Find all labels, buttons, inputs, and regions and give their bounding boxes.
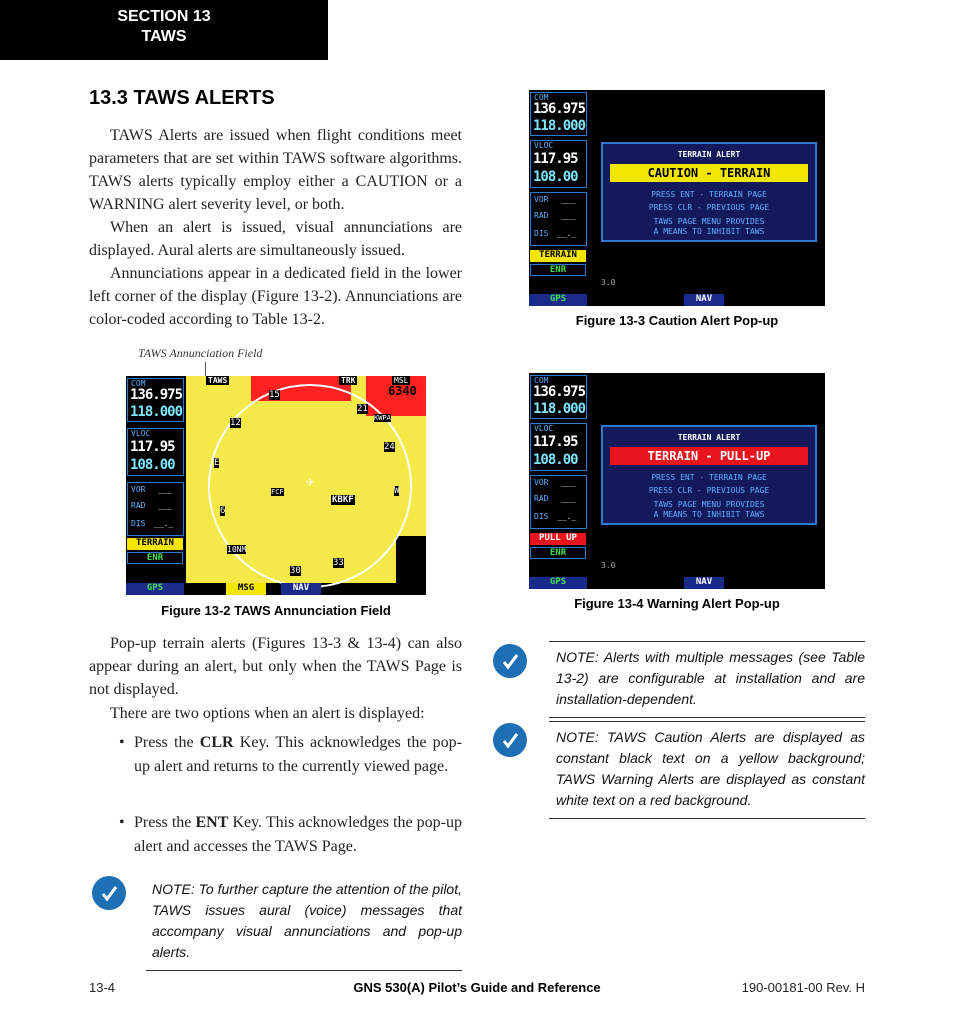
altitude-readout: 6340 (388, 384, 417, 398)
nav-softkey: NAV (684, 577, 724, 589)
vor-box (127, 482, 184, 536)
aircraft-icon: ✈ (306, 474, 315, 490)
gps-mode: GPS (529, 577, 587, 589)
dis-value: __._ (154, 519, 174, 528)
com-standby: 118.000 (533, 401, 586, 417)
com-active: 136.975 (533, 384, 586, 400)
airport-label: KBKF (332, 495, 354, 505)
vloc-box (530, 140, 587, 188)
note-text: NOTE: To further capture the attention of the pilot, TAWS issues aural (voice) messages that accompany visual annunciations and pop-up alerts. (152, 881, 462, 960)
bullet-text: Press the (134, 734, 200, 751)
popup-instruction: PRESS ENT - TERRAIN PAGE (651, 473, 767, 482)
enr-annunciation: ENR (127, 552, 183, 564)
rad-value: ___ (561, 494, 576, 503)
callout-label: TAWS Annunciation Field (138, 346, 263, 360)
paragraph: Annunciations appear in a dedicated field in the lower left corner of the display (Figure 13-2). Annunciations are color-coded according to Table 13-2. (89, 265, 462, 328)
caution-alert-banner: CAUTION - TERRAIN (610, 164, 808, 182)
footer-title: GNS 530(A) Pilot’s Guide and Reference (353, 980, 601, 995)
map-scale: 10NM (227, 545, 247, 554)
radio-panel (529, 90, 587, 306)
heading-tick: W (394, 486, 400, 496)
gps-mode: GPS (529, 294, 587, 306)
note-icon (493, 644, 527, 678)
intro-text (89, 124, 462, 331)
note-icon (92, 876, 126, 910)
heading-tick: 6 (220, 506, 226, 516)
range-readout: 3.0 (601, 561, 616, 570)
com-box (530, 375, 587, 419)
com-box (530, 92, 587, 136)
fig3-display (529, 90, 825, 306)
figure-caption: Figure 13-4 Warning Alert Pop-up (574, 596, 780, 611)
warning-alert-banner: TERRAIN - PULL-UP (610, 447, 808, 465)
clr-key: CLR (199, 734, 234, 751)
terrain-alert-popup (601, 425, 817, 525)
msg-annunciation: MSG (226, 583, 266, 595)
terrain-alert-popup (601, 142, 817, 242)
bullet-text: Key. This acknowledges the pop-up alert and returns to the currently viewed page. (134, 734, 463, 775)
popup-instruction: TAWS PAGE MENU PROVIDES (653, 500, 765, 509)
note-divider (549, 717, 865, 718)
com-standby: 118.000 (533, 118, 586, 134)
vloc-active: 117.95 (533, 151, 578, 167)
section-label: SECTION 13 (117, 8, 211, 25)
popup-instruction: PRESS CLR - PREVIOUS PAGE (648, 203, 770, 212)
section-heading: 13.3 TAWS ALERTS (89, 87, 275, 109)
vloc-box (127, 428, 184, 476)
fig4-display (529, 373, 825, 589)
dis-label: DIS (534, 229, 549, 238)
note-divider (549, 721, 865, 722)
note-divider (549, 818, 865, 819)
dis-value: __._ (557, 229, 577, 238)
note-text: NOTE: Alerts with multiple messages (see Table 13-2) are configurable at installation and are installation-dependent. (556, 649, 865, 707)
pull-up-annunciation: PULL UP (530, 533, 586, 545)
vloc-active: 117.95 (130, 439, 175, 455)
heading-tick: 24 (384, 442, 395, 452)
terrain-black-area (396, 536, 426, 583)
vor-label: VOR (534, 195, 549, 204)
heading-tick: 21 (357, 404, 368, 414)
dis-label: DIS (131, 519, 146, 528)
vloc-active: 117.95 (533, 434, 578, 450)
com-label: COM (131, 379, 146, 388)
popup-title: TERRAIN ALERT (677, 433, 741, 442)
heading-tick: 15 (269, 390, 280, 400)
popup-instruction: TAWS PAGE MENU PROVIDES (653, 217, 765, 226)
vor-value: ___ (158, 485, 173, 494)
vor-value: ___ (561, 195, 576, 204)
radio-panel (529, 373, 587, 589)
heading-tick: 30 (290, 566, 301, 576)
enr-annunciation: ENR (530, 547, 586, 559)
bullet-item (119, 731, 462, 779)
popup-paragraph (89, 632, 462, 725)
note-text: NOTE: TAWS Caution Alerts are displayed as constant black text on a yellow background; TAWS Warning Alerts are displayed as constant white text on a red background. (556, 729, 865, 808)
vor-label: VOR (131, 485, 146, 494)
nav-softkey: NAV (281, 583, 321, 595)
com-box (127, 378, 184, 422)
popup-instruction: A MEANS TO INHIBIT TAWS (653, 227, 765, 236)
heading-tick: 12 (230, 418, 241, 428)
waypoint-label: FCF (271, 488, 284, 496)
document-number: 190-00181-00 Rev. H (741, 980, 865, 995)
rad-label: RAD (534, 211, 549, 220)
heading-tick: E (214, 458, 220, 468)
popup-title: TERRAIN ALERT (677, 150, 741, 159)
note-divider (146, 970, 462, 971)
rad-label: RAD (131, 501, 146, 510)
terrain-annunciation: TERRAIN (127, 538, 183, 550)
vloc-label: VLOC (131, 429, 151, 438)
msl-label: MSL (394, 376, 409, 385)
vloc-standby: 108.00 (533, 452, 578, 468)
note-divider (549, 641, 865, 642)
fig2-display (126, 376, 426, 595)
range-readout: 3.0 (601, 278, 616, 287)
bullet-item (119, 811, 462, 859)
figure-caption: Figure 13-2 TAWS Annunciation Field (161, 603, 391, 618)
dis-value: __._ (557, 512, 577, 521)
dis-label: DIS (534, 512, 549, 521)
popup-instruction: A MEANS TO INHIBIT TAWS (653, 510, 765, 519)
com-active: 136.975 (130, 387, 183, 403)
rad-value: ___ (158, 501, 173, 510)
vloc-box (530, 423, 587, 471)
enr-annunciation: ENR (530, 264, 586, 276)
vor-box (530, 192, 587, 246)
airport-label: KWPA (374, 414, 391, 422)
terrain-annunciation: TERRAIN (530, 250, 586, 262)
page-number: 13-4 (89, 980, 116, 995)
com-label: COM (534, 376, 549, 385)
bullet-text: Press the (134, 814, 196, 831)
gps-mode: GPS (126, 583, 184, 595)
ent-key: ENT (195, 814, 229, 831)
bullet-dot: • (119, 734, 125, 751)
paragraph: There are two options when an alert is displayed: (110, 705, 425, 722)
section-topic: TAWS (141, 28, 187, 45)
figure-caption: Figure 13-3 Caution Alert Pop-up (575, 313, 779, 328)
section-tab (0, 0, 328, 60)
vor-value: ___ (561, 478, 576, 487)
vor-box (530, 475, 587, 529)
rad-label: RAD (534, 494, 549, 503)
com-standby: 118.000 (130, 404, 183, 420)
vloc-label: VLOC (534, 424, 554, 433)
com-active: 136.975 (533, 101, 586, 117)
vor-label: VOR (534, 478, 549, 487)
popup-instruction: PRESS CLR - PREVIOUS PAGE (648, 486, 770, 495)
heading-tick: 33 (333, 558, 344, 568)
com-label: COM (534, 93, 549, 102)
vloc-label: VLOC (534, 141, 554, 150)
paragraph: When an alert is issued, visual annunciations are displayed. Aural alerts are simultaneously issued. (89, 219, 462, 259)
paragraph: TAWS Alerts are issued when flight conditions meet parameters that are set within TAWS software algorithms. TAWS alerts typically employ either a CAUTION or a WARNING alert severity level, or both. (89, 127, 462, 213)
nav-softkey: NAV (684, 294, 724, 306)
paragraph: Pop-up terrain alerts (Figures 13-3 & 13-4) can also appear during an alert, but only when the TAWS Page is not displayed. (89, 635, 462, 698)
bullet-text: Key. This acknowledges the pop-up alert and accesses the TAWS Page. (134, 814, 463, 855)
note-icon (493, 723, 527, 757)
taws-map-label: TAWS (208, 376, 228, 385)
vloc-standby: 108.00 (533, 169, 578, 185)
vloc-standby: 108.00 (130, 457, 175, 473)
rad-value: ___ (561, 211, 576, 220)
track-label: TRK (341, 376, 356, 385)
popup-instruction: PRESS ENT - TERRAIN PAGE (651, 190, 767, 199)
radio-panel (126, 376, 184, 595)
bullet-dot: • (119, 814, 125, 831)
